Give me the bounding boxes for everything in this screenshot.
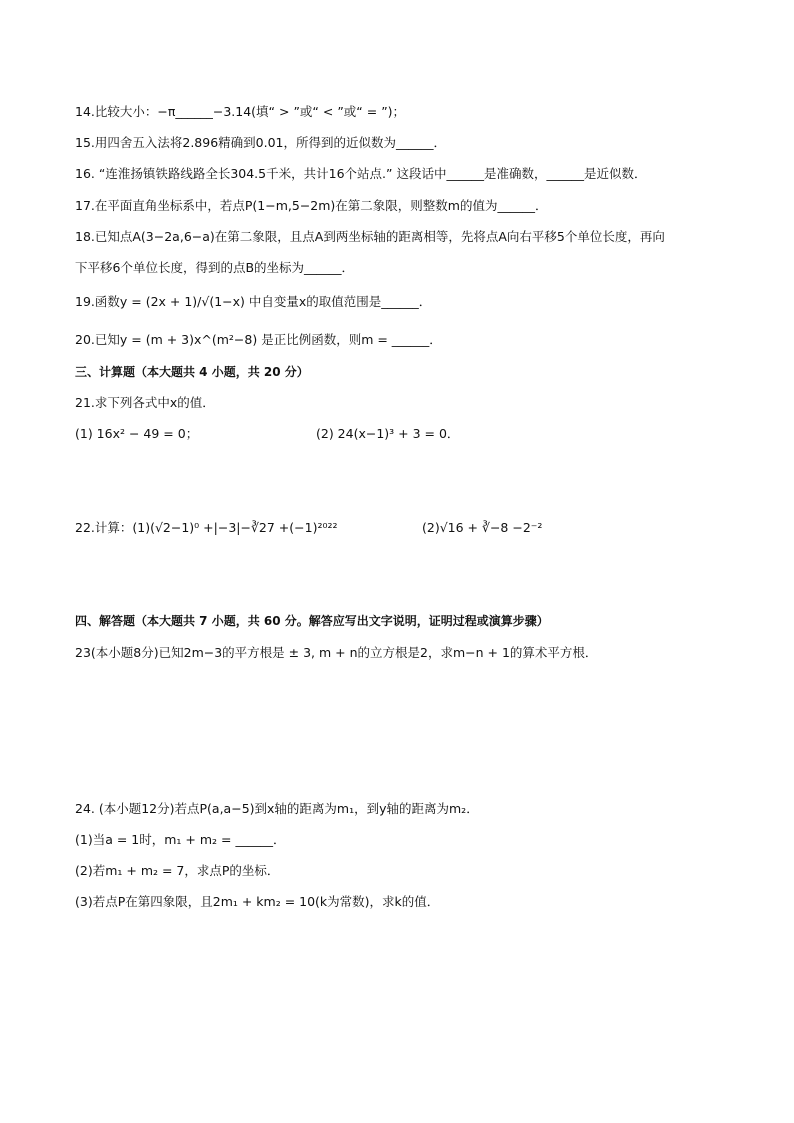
question-22-part-2: (2)√16 + ∛−8 −2⁻² bbox=[422, 520, 543, 535]
question-15: 15.用四舍五入法将2.896精确到0.01，所得到的近似数为______． bbox=[75, 135, 446, 150]
section-4-heading: 四、解答题（本大题共 7 小题，共 60 分。解答应写出文字说明，证明过程或演算步骤） bbox=[75, 614, 549, 628]
question-23: 23(本小题8分)已知2m−3的平方根是 ± 3, m + n的立方根是2，求m−n + 1的算术平方根． bbox=[75, 645, 598, 660]
question-21-part-1: (1) 16x² − 49 = 0； bbox=[75, 426, 199, 441]
question-24: 24. (本小题12分)若点P(a,a−5)到x轴的距离为m₁，到y轴的距离为m₂． bbox=[75, 801, 479, 816]
question-16: 16. “连淮扬镇铁路线路全长304.5千米，共计16个站点.” 这段话中______是准确数，______是近似数． bbox=[75, 166, 647, 181]
question-14: 14.比较大小：−π______−3.14(填“ > ”或“ < ”或“ = ”)； bbox=[75, 104, 406, 119]
question-18-line-2: 下平移6个单位长度，得到的点B的坐标为______． bbox=[75, 260, 355, 275]
question-21: 21.求下列各式中x的值． bbox=[75, 395, 215, 410]
question-21-part-2: (2) 24(x−1)³ + 3 = 0． bbox=[316, 426, 460, 441]
section-3-heading: 三、计算题（本大题共 4 小题，共 20 分） bbox=[75, 365, 309, 379]
question-24-part-1: (1)当a = 1时，m₁ + m₂ = ______． bbox=[75, 832, 286, 847]
question-24-part-3: (3)若点P在第四象限，且2m₁ + km₂ = 10(k为常数)，求k的值． bbox=[75, 894, 440, 909]
question-24-part-2: (2)若m₁ + m₂ = 7，求点P的坐标． bbox=[75, 863, 280, 878]
question-17: 17.在平面直角坐标系中，若点P(1−m,5−2m)在第二象限，则整数m的值为______． bbox=[75, 198, 548, 213]
question-22-part-1: 22.计算：(1)(√2−1)⁰ +|−3|−∛27 +(−1)²⁰²² bbox=[75, 520, 338, 535]
question-19: 19.函数y = (2x + 1)/√(1−x) 中自变量x的取值范围是______． bbox=[75, 294, 432, 309]
question-20: 20.已知y = (m + 3)x^(m²−8) 是正比例函数，则m = ______． bbox=[75, 332, 442, 347]
question-18-line-1: 18.已知点A(3−2a,6−a)在第二象限，且点A到两坐标轴的距离相等，先将点A向右平移5个单位长度，再向 bbox=[75, 229, 665, 244]
